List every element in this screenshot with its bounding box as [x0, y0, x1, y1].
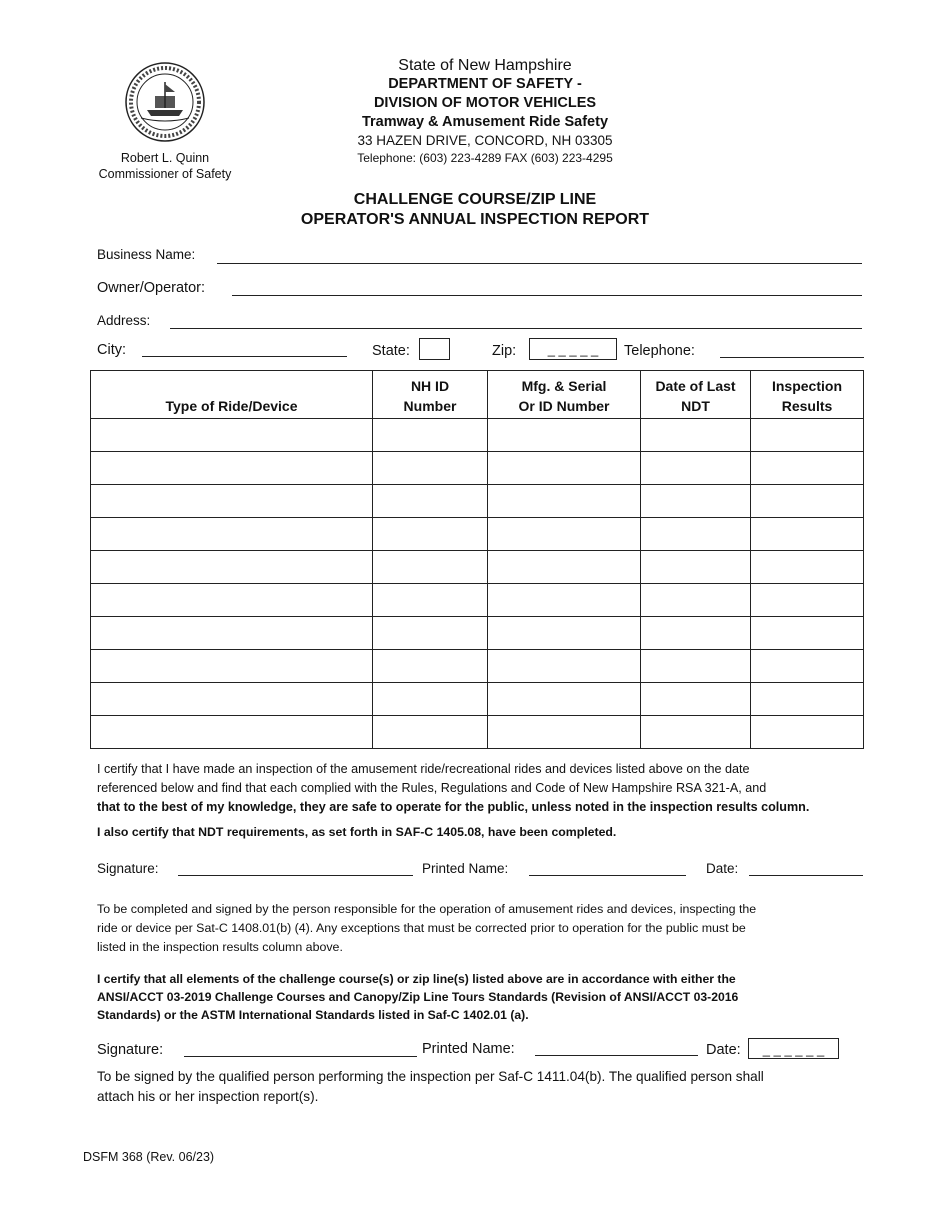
owner-operator-field[interactable]: [232, 295, 862, 296]
form-number: DSFM 368 (Rev. 06/23): [83, 1150, 215, 1164]
col-ndt-label-2: NDT: [681, 398, 710, 414]
signature-field-2[interactable]: [184, 1056, 417, 1057]
table-cell[interactable]: [373, 650, 488, 683]
col-serial-label-1: Mfg. & Serial: [521, 378, 607, 394]
table-cell[interactable]: [373, 716, 488, 749]
signature-field-1[interactable]: [178, 875, 413, 876]
table-header-row: [91, 371, 864, 419]
table-cell[interactable]: [751, 419, 864, 452]
table-cell[interactable]: [91, 617, 373, 650]
qualified-note-line-2: attach his or her inspection report(s).: [97, 1089, 319, 1104]
zip-field[interactable]: _ _ _ _ _: [529, 338, 617, 360]
table-row: [91, 551, 864, 584]
address-label: Address:: [97, 313, 151, 328]
col-results-label-2: Results: [781, 398, 833, 414]
table-cell[interactable]: [751, 551, 864, 584]
col-nhid-label-1: NH ID: [410, 378, 450, 394]
table-cell[interactable]: [373, 683, 488, 716]
col-ndt-header: [641, 371, 751, 419]
table-cell[interactable]: [91, 518, 373, 551]
agency-phone: Telephone: (603) 223-4289 FAX (603) 223-4295: [357, 151, 613, 165]
table-cell[interactable]: [751, 452, 864, 485]
agency-header: [290, 56, 680, 166]
table-cell[interactable]: [641, 650, 751, 683]
table-cell[interactable]: [373, 551, 488, 584]
table-cell[interactable]: [488, 617, 641, 650]
table-cell[interactable]: [751, 617, 864, 650]
col-results-label-1: Inspection: [771, 378, 842, 394]
table-cell[interactable]: [91, 683, 373, 716]
owner-operator-label: Owner/Operator:: [97, 280, 205, 296]
table-cell[interactable]: [373, 518, 488, 551]
table-cell[interactable]: [488, 683, 641, 716]
department-name: DEPARTMENT OF SAFETY -: [388, 76, 582, 92]
table-cell[interactable]: [751, 650, 864, 683]
table-cell[interactable]: [373, 419, 488, 452]
table-row: [91, 419, 864, 452]
standards-line-2: ANSI/ACCT 03-2019 Challenge Courses and Canopy/Zip Line Tours Standards (Revision of ANSI/ACCT 03-2016: [97, 990, 739, 1004]
col-nhid-header: [373, 371, 488, 419]
table-cell[interactable]: [641, 551, 751, 584]
table-cell[interactable]: [373, 485, 488, 518]
table-cell[interactable]: [488, 551, 641, 584]
table-cell[interactable]: [373, 584, 488, 617]
printed-name-label-1: Printed Name:: [422, 861, 509, 876]
note-line-2: ride or device per Sat-C 1408.01(b) (4). Any exceptions that must be corrected prior to operation for the public must be: [97, 921, 746, 935]
signature-label-2: Signature:: [97, 1042, 164, 1058]
table-row: [91, 452, 864, 485]
printed-name-label-2: Printed Name:: [422, 1041, 515, 1057]
table-cell[interactable]: [91, 452, 373, 485]
table-cell[interactable]: [91, 551, 373, 584]
zip-label: Zip:: [492, 343, 517, 359]
telephone-field[interactable]: [720, 357, 864, 358]
col-serial-label-2: Or ID Number: [518, 398, 610, 414]
table-cell[interactable]: [641, 584, 751, 617]
unit-name: Tramway & Amusement Ride Safety: [361, 114, 609, 130]
table-cell[interactable]: [641, 617, 751, 650]
col-type-label: Type of Ride/Device: [165, 398, 298, 414]
table-row: [91, 716, 864, 749]
table-cell[interactable]: [91, 650, 373, 683]
printed-name-field-2[interactable]: [535, 1055, 698, 1056]
table-cell[interactable]: [641, 683, 751, 716]
standards-line-1: I certify that all elements of the challenge course(s) or zip line(s) listed above are in accordance with either the: [97, 972, 736, 986]
table-cell[interactable]: [488, 716, 641, 749]
form-title-line1: CHALLENGE COURSE/ZIP LINE: [353, 191, 597, 208]
col-serial-header: [488, 371, 641, 419]
table-cell[interactable]: [373, 452, 488, 485]
table-row: [91, 617, 864, 650]
table-cell[interactable]: [488, 485, 641, 518]
note-line-1: To be completed and signed by the person responsible for the operation of amusement rides and devices, inspecting the: [97, 902, 757, 916]
inspection-table: [90, 370, 864, 749]
table-cell[interactable]: [91, 716, 373, 749]
col-ndt-label-1: Date of Last: [655, 378, 736, 394]
responsible-person-note: [97, 900, 857, 957]
table-cell[interactable]: [641, 716, 751, 749]
table-cell[interactable]: [488, 518, 641, 551]
signature-label-1: Signature:: [97, 861, 159, 876]
table-cell[interactable]: [641, 452, 751, 485]
standards-certification-text: [97, 970, 857, 1024]
table-row: [91, 650, 864, 683]
table-cell[interactable]: [373, 617, 488, 650]
table-cell[interactable]: [91, 419, 373, 452]
table-cell[interactable]: [751, 683, 864, 716]
table-cell[interactable]: [488, 650, 641, 683]
col-results-header: [751, 371, 864, 419]
table-cell[interactable]: [751, 584, 864, 617]
state-label: State:: [372, 343, 410, 359]
table-cell[interactable]: [751, 518, 864, 551]
date-field-1[interactable]: [749, 875, 863, 876]
date-label-1: Date:: [706, 861, 739, 876]
table-cell[interactable]: [641, 485, 751, 518]
note-line-3: listed in the inspection results column above.: [97, 940, 343, 954]
date-label-2: Date:: [706, 1042, 741, 1058]
col-nhid-label-2: Number: [403, 398, 457, 414]
table-row: [91, 683, 864, 716]
certification-line-2: referenced below and find that each complied with the Rules, Regulations and Code of New Hampshire RSA 321-A, and: [97, 781, 767, 795]
business-name-field[interactable]: [217, 263, 862, 264]
qualified-person-note: [97, 1067, 877, 1107]
commissioner-name: Robert L. Quinn: [120, 151, 210, 165]
commissioner-block: [80, 150, 250, 182]
qualified-note-line-1: To be signed by the qualified person performing the inspection per Saf-C 1411.04(b). The qualified person shall: [97, 1069, 764, 1084]
telephone-label: Telephone:: [624, 343, 695, 359]
table-cell[interactable]: [488, 584, 641, 617]
table-cell[interactable]: [91, 485, 373, 518]
city-field[interactable]: [142, 356, 347, 357]
standards-line-3: Standards) or the ASTM International Standards listed in Saf-C 1402.01 (a).: [97, 1008, 529, 1022]
table-cell[interactable]: [91, 584, 373, 617]
table-cell[interactable]: [641, 419, 751, 452]
agency-address: 33 HAZEN DRIVE, CONCORD, NH 03305: [357, 133, 613, 148]
printed-name-field-1[interactable]: [529, 875, 686, 876]
certification-line-1: I certify that I have made an inspection of the amusement ride/recreational rides and devices listed above on the date: [97, 762, 750, 776]
certification-text: [97, 760, 857, 817]
table-cell[interactable]: [751, 716, 864, 749]
table-cell[interactable]: [751, 485, 864, 518]
col-type-header: [91, 371, 373, 419]
table-cell[interactable]: [488, 452, 641, 485]
form-title: [180, 190, 770, 230]
city-label: City:: [97, 342, 126, 358]
division-name: DIVISION OF MOTOR VEHICLES: [373, 95, 597, 111]
commissioner-title: Commissioner of Safety: [98, 167, 232, 181]
date-field-2[interactable]: _ _ _ _ _ _: [748, 1038, 839, 1059]
form-title-line2: OPERATOR'S ANNUAL INSPECTION REPORT: [300, 211, 650, 228]
state-field[interactable]: [419, 338, 450, 360]
certification-line-3: that to the best of my knowledge, they are safe to operate for the public, unless noted in the inspection results column.: [97, 800, 810, 814]
table-row: [91, 485, 864, 518]
state-name: State of New Hampshire: [398, 57, 572, 74]
state-seal-logo: [125, 62, 205, 142]
business-name-label: Business Name:: [97, 247, 196, 262]
table-cell[interactable]: [488, 419, 641, 452]
address-field[interactable]: [170, 328, 862, 329]
table-cell[interactable]: [641, 518, 751, 551]
table-row: [91, 518, 864, 551]
ndt-certification-text: I also certify that NDT requirements, as set forth in SAF-C 1405.08, have been completed.: [97, 825, 617, 839]
table-row: [91, 584, 864, 617]
